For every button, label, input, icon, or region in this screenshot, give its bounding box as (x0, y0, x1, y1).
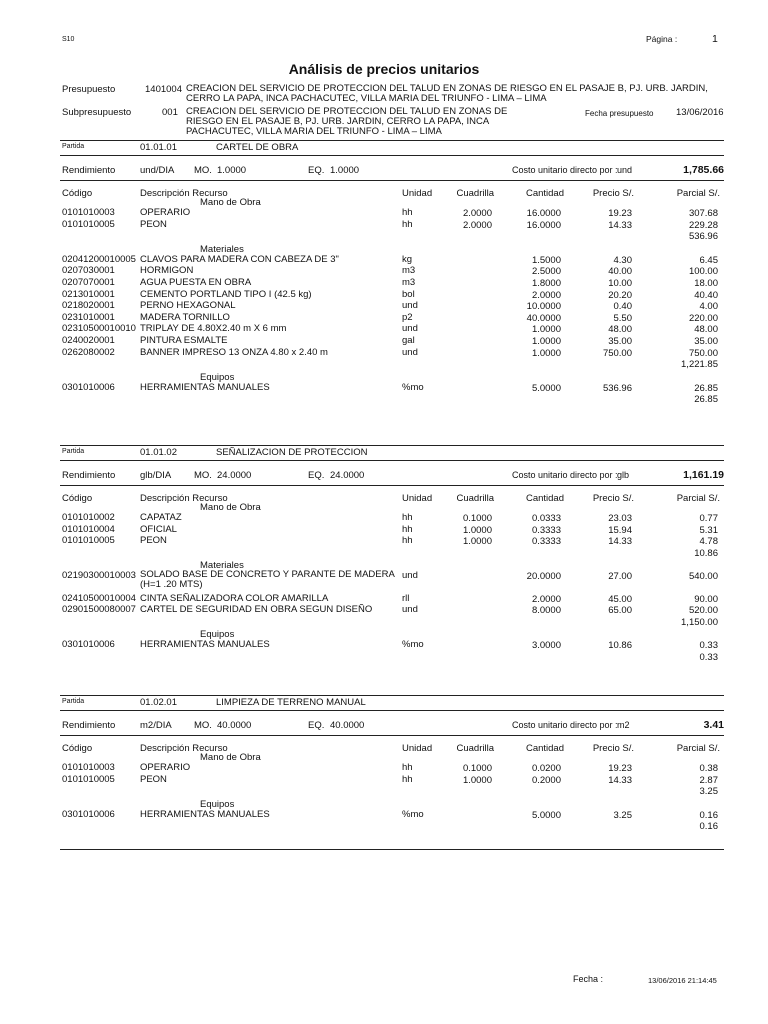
col-precio: Precio S/. (592, 188, 634, 199)
row-parcial: 0.38 (699, 763, 718, 774)
row-code: 0207030001 (62, 265, 115, 277)
row-cantidad: 0.3333 (531, 536, 561, 548)
row-cantidad: 40.0000 (526, 312, 561, 324)
col-cantidad: Cantidad (525, 493, 564, 504)
rendimiento-label: Rendimiento (62, 720, 116, 731)
row-parcial: 40.40 (694, 289, 718, 301)
row-cantidad: 1.0000 (531, 347, 561, 359)
row-code: 0213010001 (62, 288, 115, 300)
col-precio: Precio S/. (592, 743, 634, 754)
row-unit: und (402, 300, 418, 312)
row-cantidad: 16.0000 (526, 208, 561, 219)
col-parcial: Parcial S/. (676, 743, 720, 754)
costo-unitario-value: 3.41 (703, 719, 724, 731)
row-parcial: 0.77 (699, 513, 718, 524)
row-cantidad: 5.0000 (531, 809, 561, 821)
group-total: 536.96 (688, 231, 718, 243)
eq-value: 24.0000 (330, 470, 365, 481)
col-cantidad: Cantidad (525, 188, 564, 199)
row-precio: 10.00 (608, 278, 632, 289)
row-precio: 536.96 (602, 382, 632, 394)
eq-value: 40.0000 (330, 720, 365, 731)
row-precio: 14.33 (608, 536, 632, 548)
mo-value: 24.0000 (217, 470, 252, 481)
mo-label: MO. (194, 720, 212, 731)
row-code: 0301010006 (62, 639, 115, 651)
col-cuadrilla: Cuadrilla (456, 493, 494, 504)
row-parcial: 5.31 (699, 524, 718, 536)
group-total: 26.85 (694, 394, 718, 406)
row-unit: p2 (402, 311, 413, 323)
presupuesto-description: CREACION DEL SERVICIO DE PROTECCION DEL TALUD EN ZONAS DE RIESGO EN EL PASAJE B, PJ. URB. JARDIN, CERRO LA PAPA, INCA PACHACUTEC, VILLA MARIA DEL TRIUNFO - LIMA – LIMA (186, 83, 708, 104)
rendimiento-label: Rendimiento (62, 165, 116, 176)
row-cuadrilla: 1.0000 (462, 536, 492, 548)
partida-underline (60, 710, 724, 711)
row-unit: bol (402, 288, 415, 300)
col-descripcion: Descripción Recurso (140, 188, 228, 199)
row-unit: hh (402, 523, 413, 535)
row-description: CAPATAZ (140, 512, 182, 523)
group-label: Materiales (200, 243, 244, 255)
row-cantidad: 10.0000 (526, 301, 561, 313)
row-precio: 4.30 (613, 254, 632, 266)
rendimiento-unit: glb/DIA (140, 470, 172, 481)
row-precio: 5.50 (613, 312, 632, 324)
row-precio: 35.00 (608, 336, 632, 347)
row-parcial: 26.85 (694, 382, 718, 394)
row-cantidad: 0.0200 (531, 763, 561, 774)
row-description: PEON (140, 535, 167, 547)
row-code: 0101010002 (62, 512, 115, 523)
row-description: HORMIGON (140, 265, 194, 277)
row-description: CLAVOS PARA MADERA CON CABEZA DE 3" (140, 253, 339, 265)
row-precio: 19.23 (608, 763, 632, 774)
row-cantidad: 1.0000 (531, 336, 561, 347)
group-total: 1,221.85 (681, 359, 718, 371)
eq-label: EQ. (308, 720, 325, 731)
page-title: Análisis de precios unitarios (288, 61, 480, 77)
row-code: 0101010003 (62, 762, 115, 773)
eq-label: EQ. (308, 165, 325, 176)
col-codigo: Código (62, 188, 93, 199)
row-unit: und (402, 604, 418, 616)
costo-unitario-label: Costo unitario directo por : (512, 720, 618, 730)
row-parcial: 750.00 (688, 347, 718, 359)
row-unit: m3 (402, 277, 416, 288)
costo-unitario-value: 1,161.19 (683, 469, 724, 481)
mo-label: MO. (194, 165, 212, 176)
row-description: SOLADO BASE DE CONCRETO Y PARANTE DE MADERA (H=1 .20 MTS) (140, 569, 395, 591)
row-cuadrilla: 0.1000 (462, 513, 492, 524)
rendimiento-label: Rendimiento (62, 470, 116, 481)
row-code: 0101010003 (62, 207, 115, 218)
group-label: Materiales (200, 560, 244, 572)
eq-value: 1.0000 (330, 165, 360, 176)
row-cantidad: 0.3333 (531, 524, 561, 536)
row-precio: 45.00 (608, 593, 632, 605)
row-parcial: 90.00 (694, 593, 718, 605)
col-cuadrilla: Cuadrilla (456, 188, 494, 199)
row-precio: 65.00 (608, 605, 632, 617)
row-description: OPERARIO (140, 762, 191, 773)
col-unidad: Unidad (402, 493, 433, 504)
col-unidad: Unidad (402, 743, 433, 754)
row-unit: und (402, 570, 418, 582)
row-precio: 14.33 (608, 219, 632, 231)
partida-name: CARTEL DE OBRA (216, 142, 299, 153)
eq-label: EQ. (308, 470, 325, 481)
row-description: HERRAMIENTAS MANUALES (140, 639, 270, 651)
row-code: 0101010005 (62, 535, 115, 547)
col-precio: Precio S/. (592, 493, 634, 504)
group-total: 3.25 (699, 786, 718, 798)
row-code: 0231010001 (62, 311, 115, 323)
row-cuadrilla: 1.0000 (462, 524, 492, 536)
row-description: PEON (140, 773, 167, 785)
row-parcial: 0.33 (699, 640, 718, 652)
rendimiento-unit: m2/DIA (140, 720, 172, 731)
row-unit: hh (402, 535, 413, 547)
page-label: Página : (646, 34, 678, 44)
row-cantidad: 16.0000 (526, 219, 561, 231)
row-code: 02041200010005 (62, 253, 136, 265)
row-parcial: 520.00 (688, 605, 718, 617)
row-description: CINTA SEÑALIZADORA COLOR AMARILLA (140, 592, 329, 604)
row-description: CARTEL DE SEGURIDAD EN OBRA SEGUN DISEÑO (140, 604, 373, 616)
row-precio: 750.00 (602, 347, 632, 359)
partida-code: 01.01.01 (140, 142, 177, 153)
row-parcial: 2.87 (699, 774, 718, 786)
row-code: 02410500010004 (62, 592, 136, 604)
presupuesto-code: 1401004 (145, 84, 182, 95)
row-code: 02310500010010 (62, 323, 136, 335)
col-unidad: Unidad (402, 188, 433, 199)
row-precio: 15.94 (608, 524, 632, 536)
row-cantidad: 1.8000 (531, 278, 561, 289)
fecha-presupuesto: 13/06/2016 (676, 107, 724, 118)
row-precio: 20.20 (608, 289, 632, 301)
row-description: PINTURA ESMALTE (140, 335, 228, 346)
group-label: Equipos (200, 798, 235, 810)
col-parcial: Parcial S/. (676, 188, 720, 199)
row-description: AGUA PUESTA EN OBRA (140, 277, 252, 288)
costo-unitario-unit: m2 (617, 720, 630, 730)
group-total: 0.16 (699, 821, 718, 833)
row-precio: 3.25 (613, 809, 632, 821)
row-cantidad: 1.0000 (531, 324, 561, 336)
row-precio: 19.23 (608, 208, 632, 219)
row-unit: hh (402, 218, 413, 230)
row-unit: hh (402, 762, 413, 773)
row-cantidad: 0.2000 (531, 774, 561, 786)
row-description: CEMENTO PORTLAND TIPO I (42.5 kg) (140, 288, 312, 300)
row-description: HERRAMIENTAS MANUALES (140, 808, 270, 820)
col-parcial: Parcial S/. (676, 493, 720, 504)
col-descripcion: Descripción Recurso (140, 493, 228, 504)
rendimiento-unit: und/DIA (140, 165, 175, 176)
system-code: S10 (62, 36, 75, 43)
header-rule (60, 180, 724, 181)
group-label: Mano de Obra (200, 752, 261, 763)
row-cantidad: 20.0000 (526, 571, 561, 583)
row-cantidad: 2.0000 (531, 289, 561, 301)
partida-underline (60, 460, 724, 461)
row-cuadrilla: 1.0000 (462, 774, 492, 786)
row-precio: 27.00 (608, 571, 632, 583)
presupuesto-label: Presupuesto (62, 84, 116, 95)
row-cantidad: 5.0000 (531, 382, 561, 394)
subpresupuesto-code: 001 (162, 107, 178, 118)
group-total: 10.86 (694, 547, 718, 559)
row-precio: 10.86 (608, 640, 632, 652)
row-code: 02901500080007 (62, 604, 136, 616)
subpresupuesto-label: Subpresupuesto (62, 107, 132, 118)
group-label: Mano de Obra (200, 197, 261, 208)
col-descripcion: Descripción Recurso (140, 743, 228, 754)
row-unit: %mo (402, 808, 424, 820)
partida-separator (60, 445, 724, 446)
group-label: Equipos (200, 371, 235, 383)
partida-separator (60, 695, 724, 696)
row-description: OPERARIO (140, 207, 191, 218)
row-precio: 40.00 (608, 266, 632, 278)
row-description: PERNO HEXAGONAL (140, 300, 236, 312)
row-unit: gal (402, 335, 415, 346)
costo-unitario-value: 1,785.66 (683, 164, 724, 176)
partida-label: Partida (62, 448, 85, 455)
col-cantidad: Cantidad (525, 743, 564, 754)
footer-fecha: 13/06/2016 21:14:45 (648, 976, 717, 985)
partida-code: 01.02.01 (140, 697, 177, 708)
row-precio: 23.03 (608, 513, 632, 524)
mo-value: 1.0000 (217, 165, 247, 176)
partida-underline (60, 155, 724, 156)
row-parcial: 4.78 (699, 536, 718, 548)
row-cantidad: 2.5000 (531, 266, 561, 278)
row-unit: rll (402, 592, 410, 604)
row-cuadrilla: 2.0000 (462, 208, 492, 219)
row-parcial: 540.00 (688, 571, 718, 583)
row-cantidad: 1.5000 (531, 254, 561, 266)
row-unit: m3 (402, 265, 416, 277)
row-cantidad: 2.0000 (531, 593, 561, 605)
costo-unitario-label: Costo unitario directo por : (512, 165, 618, 175)
row-code: 0207070001 (62, 277, 115, 288)
row-cantidad: 0.0333 (531, 513, 561, 524)
row-parcial: 4.00 (699, 301, 718, 313)
col-cuadrilla: Cuadrilla (456, 743, 494, 754)
row-code: 0218020001 (62, 300, 115, 312)
row-precio: 14.33 (608, 774, 632, 786)
row-precio: 0.40 (613, 301, 632, 313)
partida-separator (60, 140, 724, 141)
partida-name: LIMPIEZA DE TERRENO MANUAL (216, 697, 366, 708)
row-parcial: 307.68 (688, 208, 718, 219)
row-code: 0240020001 (62, 335, 115, 346)
row-code: 0262080002 (62, 346, 115, 358)
mo-value: 40.0000 (217, 720, 252, 731)
fecha-presupuesto-label: Fecha presupuesto (585, 109, 654, 118)
row-description: OFICIAL (140, 523, 177, 535)
row-cantidad: 8.0000 (531, 605, 561, 617)
partida-code: 01.01.02 (140, 447, 177, 458)
row-unit: %mo (402, 381, 424, 393)
row-description: HERRAMIENTAS MANUALES (140, 381, 270, 393)
row-parcial: 6.45 (699, 254, 718, 266)
row-unit: hh (402, 207, 413, 218)
row-code: 02190300010003 (62, 570, 136, 582)
row-cuadrilla: 0.1000 (462, 763, 492, 774)
costo-unitario-unit: glb (617, 470, 630, 480)
row-unit: hh (402, 512, 413, 523)
partida-name: SEÑALIZACION DE PROTECCION (216, 447, 368, 458)
row-parcial: 229.28 (688, 219, 718, 231)
row-code: 0101010005 (62, 218, 115, 230)
col-codigo: Código (62, 743, 93, 754)
group-total: 0.33 (699, 652, 718, 663)
group-label: Mano de Obra (200, 502, 261, 513)
row-code: 0301010006 (62, 381, 115, 393)
group-total: 1,150.00 (681, 616, 718, 628)
row-parcial: 18.00 (694, 278, 718, 289)
row-unit: und (402, 323, 418, 335)
row-precio: 48.00 (608, 324, 632, 336)
row-parcial: 35.00 (694, 336, 718, 347)
partida-label: Partida (62, 698, 85, 705)
row-parcial: 0.16 (699, 809, 718, 821)
row-parcial: 48.00 (694, 324, 718, 336)
costo-unitario-unit: und (617, 165, 633, 175)
header-rule (60, 485, 724, 486)
row-code: 0101010005 (62, 773, 115, 785)
mo-label: MO. (194, 470, 212, 481)
row-description: BANNER IMPRESO 13 ONZA 4.80 x 2.40 m (140, 346, 328, 358)
row-code: 0301010006 (62, 808, 115, 820)
col-codigo: Código (62, 493, 93, 504)
row-unit: kg (402, 253, 413, 265)
row-cantidad: 3.0000 (531, 640, 561, 652)
row-description: PEON (140, 218, 167, 230)
end-rule (60, 849, 724, 850)
row-description: MADERA TORNILLO (140, 311, 230, 323)
row-code: 0101010004 (62, 523, 115, 535)
footer-fecha-label: Fecha : (573, 974, 604, 984)
row-unit: hh (402, 773, 413, 785)
row-parcial: 100.00 (688, 266, 718, 278)
costo-unitario-label: Costo unitario directo por : (512, 470, 618, 480)
row-unit: %mo (402, 639, 424, 651)
partida-label: Partida (62, 143, 85, 150)
row-parcial: 220.00 (688, 312, 718, 324)
row-unit: und (402, 346, 418, 358)
header-rule (60, 735, 724, 736)
group-label: Equipos (200, 629, 235, 641)
row-cuadrilla: 2.0000 (462, 219, 492, 231)
subpresupuesto-description: CREACION DEL SERVICIO DE PROTECCION DEL TALUD EN ZONAS DE RIESGO EN EL PASAJE B, PJ. URB. JARDIN, CERRO LA PAPA, INCA PACHACUTEC, VILLA MARIA DEL TRIUNFO - LIMA – LIMA (186, 106, 508, 137)
row-description: TRIPLAY DE 4.80X2.40 m X 6 mm (140, 323, 287, 335)
page-number: 1 (712, 33, 718, 45)
